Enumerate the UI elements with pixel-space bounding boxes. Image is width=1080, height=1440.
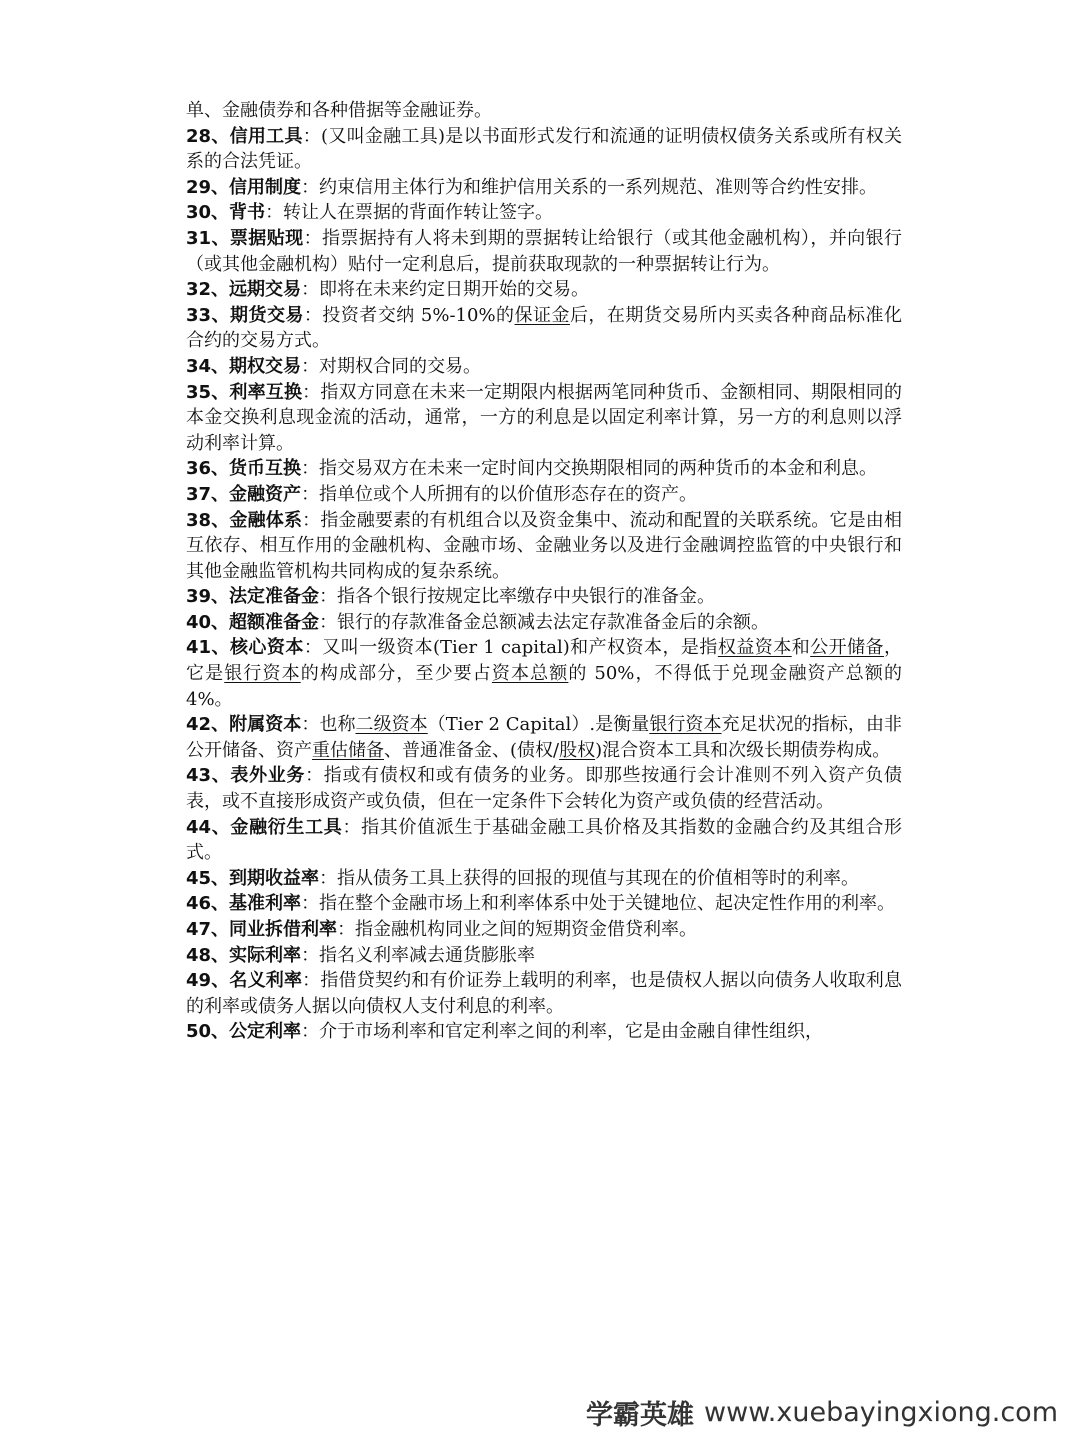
glossary-entry [186,124,902,175]
entry-text: 的构成部分，至少要占 [300,663,492,685]
entry-term: 33、期货交易 [186,304,304,326]
entry-text: ：对期权合同的交易。 [301,355,482,377]
entry-text: )混合资本工具和次级长期债券构成。 [595,739,891,761]
entry-text: ：指票据持有人将未到期的票据转让给银行（或其他金融机构），并向银行（或其他金融机构）贴付一定利息后，提前获取现款的一种票据转让行为。 [186,227,902,275]
entry-text: ：介于市场利率和官定利率之间的利率，它是由金融自律性组织， [301,1021,824,1043]
entry-term: 44、金融衍生工具 [186,816,343,838]
glossary-entry [186,815,902,866]
glossary-entry [186,303,902,354]
underlined-term: 银行资本 [649,714,722,736]
watermark [586,1390,1058,1434]
entry-text: ：又叫一级资本(Tier 1 capital)和产权资本，是指 [303,637,718,659]
entry-term: 46、基准利率 [186,893,302,915]
watermark-url: www.xuebayingxiong.com [704,1396,1058,1428]
entry-term: 29、信用制度 [186,176,302,198]
underlined-term: 股权 [559,739,596,761]
document-body [186,98,902,1045]
glossary-entry [186,456,902,482]
glossary-entry [186,968,902,1019]
entry-text: ：约束信用主体行为和维护信用关系的一系列规范、准则等合约性安排。 [301,176,878,198]
entry-term: 48、实际利率 [186,944,302,966]
entry-term: 32、远期交易 [186,279,302,301]
glossary-entry [186,508,902,585]
glossary-entry [186,200,902,226]
glossary-entry [186,635,902,712]
entry-text: 和 [791,637,811,659]
entry-text: ：指金融机构同业之间的短期资金借贷利率。 [337,919,698,940]
glossary-entry [186,380,902,457]
entry-term: 50、公定利率 [186,1021,302,1043]
entry-term: 40、超额准备金 [186,611,320,633]
entry-text: 单、金融债券和各种借据等金融证券。 [186,100,492,121]
entry-term: 39、法定准备金 [186,586,320,608]
entry-text: （Tier 2 Capital）.是衡量 [427,714,650,736]
underlined-term: 保证金 [514,304,570,326]
glossary-entry [186,98,902,124]
glossary-entry [186,482,902,508]
glossary-entry [186,277,902,303]
entry-text: ：投资者交纳 5%-10%的 [303,304,515,326]
entry-text: ：指单位或个人所拥有的以价值形态存在的资产。 [301,483,698,505]
entry-text: ：指名义利率减去通货膨胀率 [301,944,536,966]
entry-term: 37、金融资产 [186,483,302,505]
glossary-entry [186,175,902,201]
entry-text: 的 50%，不得低于兑现金融资产总额的 4%。 [186,663,903,710]
entry-term: 43、表外业务 [186,765,306,787]
entry-term: 45、到期收益率 [186,867,320,889]
entry-text: ：也称 [301,714,356,736]
glossary-entry [186,943,902,969]
entry-text: ：指双方同意在未来一定期限内根据两笔同种货币、金额相同、期限相同的本金交换利息现金流的活动，通常，一方的利息是以固定利率计算，另一方的利息则以浮动利率计算。 [186,381,902,454]
entry-text: ：转让人在票据的背面作转让签字。 [265,202,554,224]
entry-text: ：指其价值派生于基础金融工具价格及其指数的金融合约及其组合形式。 [186,816,902,864]
glossary-entry [186,354,902,380]
underlined-term: 二级资本 [355,714,428,736]
entry-text: ：银行的存款准备金总额减去法定存款准备金后的余额。 [319,611,770,633]
entry-term: 47、同业拆借利率 [186,919,338,940]
entry-text: ：指金融要素的有机组合以及资金集中、流动和配置的关联系统。它是由相互依存、相互作用的金融机构、金融市场、金融业务以及进行金融调控监管的中央银行和其他金融监管机构共同构成的复杂系统。 [186,509,902,582]
entry-term: 36、货币互换 [186,458,302,480]
glossary-entry [186,584,902,610]
entry-term: 30、背书 [186,202,266,224]
glossary-entry [186,866,902,892]
entry-text: ：指或有债权和或有债务的业务。即那些按通行会计准则不列入资产负债表，或不直接形成资产或负债，但在一定条件下会转化为资产或负债的经营活动。 [186,765,902,813]
entry-term: 34、期权交易 [186,355,302,377]
entry-text: 后，在期货交易所内买卖各种商品标准化合约的交易方式。 [186,304,902,352]
glossary-entry [186,610,902,636]
entry-text: 充足状况的指标，由非公开储备、资产 [186,714,902,761]
entry-text: ，它是 [186,637,903,685]
entry-text: ：指在整个金融市场上和利率体系中处于关键地位、起决定性作用的利率。 [301,893,896,915]
glossary-entry [186,712,902,763]
underlined-term: 重估储备 [312,739,384,761]
glossary-entry [186,1019,902,1045]
watermark-brand: 学霸英雄 [586,1399,695,1431]
entry-text: ：指从债务工具上获得的回报的现值与其现在的价值相等时的利率。 [319,867,860,889]
entry-term: 31、票据贴现 [186,227,304,249]
glossary-entry [186,226,902,277]
entry-text: ：指借贷契约和有价证券上载明的利率，也是债权人据以向债务人收取利息的利率或债务人据以向债权人支付利息的利率。 [186,970,902,1017]
entry-term: 28、信用工具 [186,125,303,147]
entry-text: ：(又叫金融工具)是以书面形式发行和流通的证明债权债务关系或所有权关系的合法凭证。 [186,125,902,173]
entry-term: 38、金融体系 [186,509,303,531]
entry-text: 、普通准备金、(债权/ [384,739,560,761]
entry-term: 49、名义利率 [186,970,303,992]
entry-text: ：指各个银行按规定比率缴存中央银行的准备金。 [319,586,716,608]
underlined-term: 公开储备 [810,637,885,659]
entry-text: ：指交易双方在未来一定时间内交换期限相同的两种货币的本金和利息。 [301,458,878,480]
entry-term: 35、利率互换 [186,381,303,403]
glossary-entry [186,763,902,814]
underlined-term: 银行资本 [224,663,301,685]
entry-term: 42、附属资本 [186,714,302,736]
entry-term: 41、核心资本 [186,637,304,659]
glossary-entry [186,917,902,943]
underlined-term: 资本总额 [491,663,569,685]
glossary-entry [186,891,902,917]
entry-text: ：即将在未来约定日期开始的交易。 [301,279,590,301]
underlined-term: 权益资本 [717,637,792,659]
